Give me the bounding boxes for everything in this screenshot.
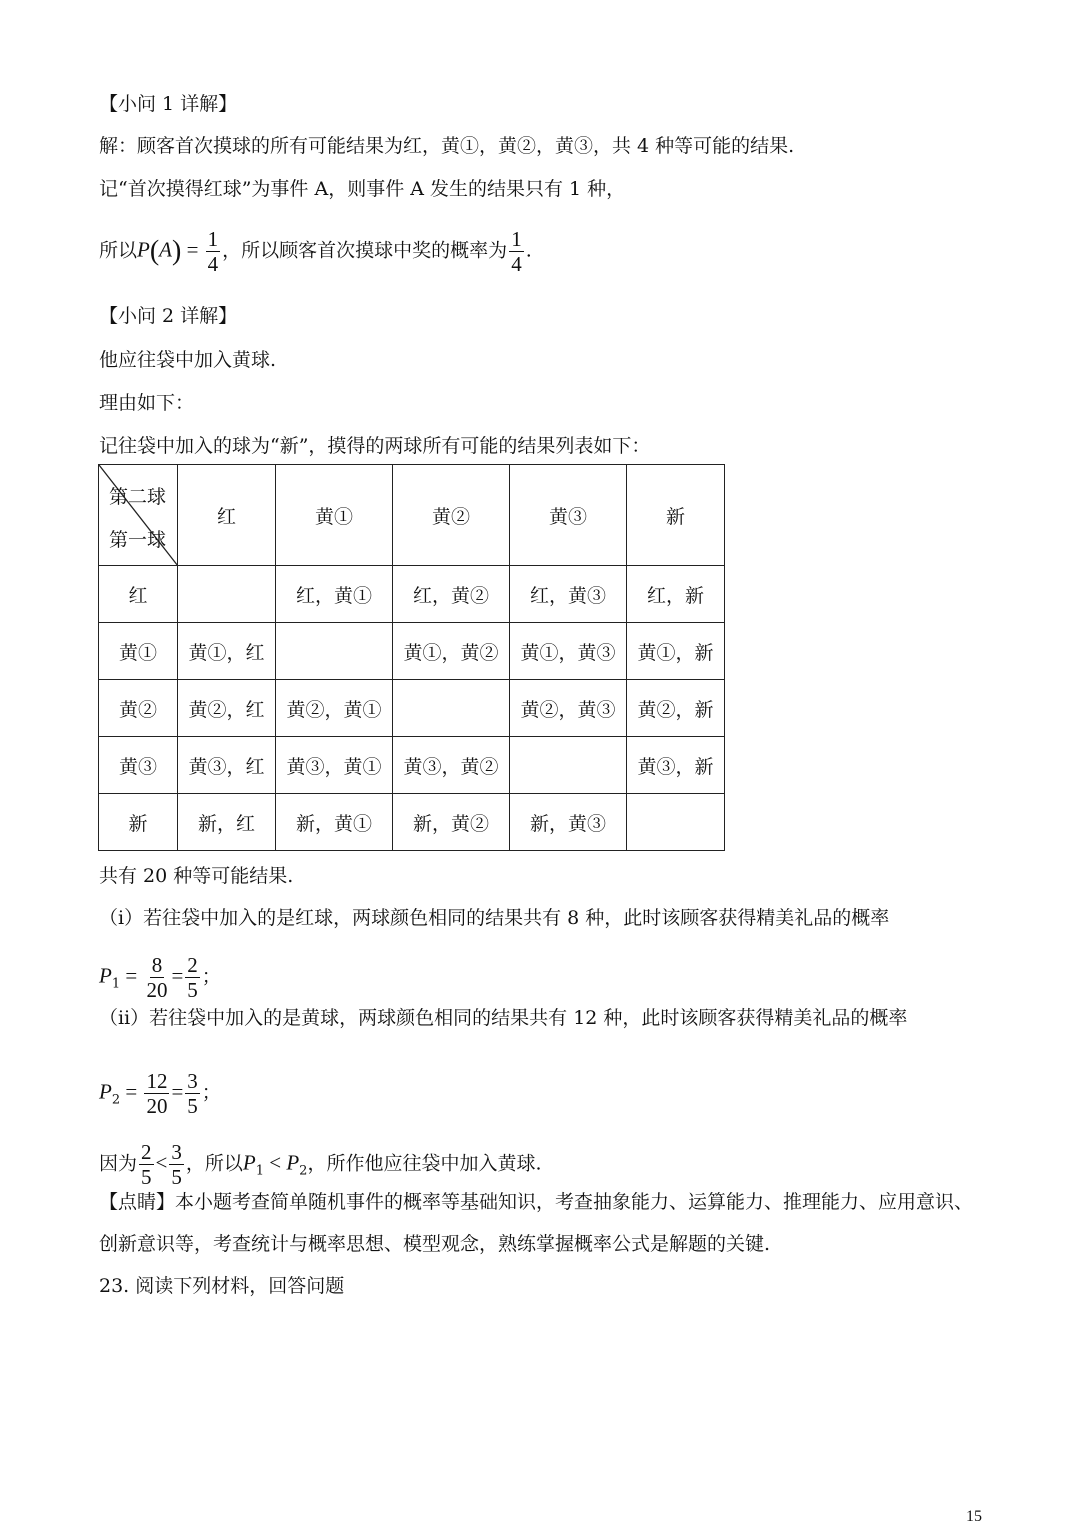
table-header-row bbox=[99, 465, 725, 566]
total-outcomes: 共有 20 种等可能结果. bbox=[99, 865, 294, 887]
case-yellow: （ⅱ）若往袋中加入的是黄球，两球颜色相同的结果共有 12 种，此时该顾客获得精美礼品的概率 bbox=[99, 1007, 908, 1029]
table-row bbox=[99, 794, 725, 851]
header-cell: 黄① bbox=[276, 465, 393, 566]
table-cell: 黄②，新 bbox=[627, 680, 725, 737]
table-cell: 黄①，黄② bbox=[393, 623, 510, 680]
table-corner-cell bbox=[99, 465, 178, 566]
row-label: 黄③ bbox=[99, 737, 178, 794]
conclusion: 因为 $\frac{2}{5}$ < $\frac{3}{5}$ ，所以$P_1 < P_2$，所作他应往袋中加入黄球. bbox=[99, 1140, 542, 1189]
part1-line2: 记“首次摸得红球”为事件 A，则事件 A 发生的结果只有 1 种， bbox=[99, 178, 626, 200]
outcome-table bbox=[98, 464, 725, 851]
table-row bbox=[99, 737, 725, 794]
table-cell bbox=[178, 566, 276, 623]
table-cell: 新，黄① bbox=[276, 794, 393, 851]
comment-line1: 【点睛】本小题考查简单随机事件的概率等基础知识，考查抽象能力、运算能力、推理能力、应用意识、 bbox=[99, 1191, 974, 1213]
part2-line2: 理由如下： bbox=[99, 392, 195, 414]
table-cell: 黄③，黄② bbox=[393, 737, 510, 794]
table-cell: 黄①，新 bbox=[627, 623, 725, 680]
table-cell: 黄③，红 bbox=[178, 737, 276, 794]
table-row bbox=[99, 623, 725, 680]
fraction: $\frac{8}{20}$ bbox=[146, 953, 168, 1002]
table-cell: 新，红 bbox=[178, 794, 276, 851]
row-label: 红 bbox=[99, 566, 178, 623]
table-cell bbox=[627, 794, 725, 851]
table-cell: 黄①，红 bbox=[178, 623, 276, 680]
part2-heading: 【小问 2 详解】 bbox=[99, 305, 238, 327]
table-cell bbox=[510, 737, 627, 794]
part2-line3: 记往袋中加入的球为“新”，摸得的两球所有可能的结果列表如下： bbox=[99, 435, 651, 457]
page-number: 15 bbox=[966, 1508, 982, 1525]
table-row bbox=[99, 680, 725, 737]
header-cell: 红 bbox=[178, 465, 276, 566]
table-cell bbox=[276, 623, 393, 680]
next-question: 23. 阅读下列材料，回答问题 bbox=[99, 1275, 345, 1297]
table-cell: 新，黄③ bbox=[510, 794, 627, 851]
row-label: 新 bbox=[99, 794, 178, 851]
table-cell: 新，黄② bbox=[393, 794, 510, 851]
part1-heading: 【小问 1 详解】 bbox=[99, 93, 238, 115]
fraction-one-quarter-2: $\frac{1}{4}$ bbox=[511, 227, 522, 276]
fraction: $\frac{2}{5}$ bbox=[187, 953, 198, 1002]
table-cell: 红，黄② bbox=[393, 566, 510, 623]
table-cell: 黄②，黄① bbox=[276, 680, 393, 737]
table-row bbox=[99, 566, 725, 623]
part1-line1: 解：顾客首次摸球的所有可能结果为红，黄①，黄②，黄③，共 4 种等可能的结果. bbox=[99, 135, 795, 157]
comment-line2: 创新意识等，考查统计与概率思想、模型观念，熟练掌握概率公式是解题的关键. bbox=[99, 1233, 771, 1255]
part1-line3: 所以P(A) = $\frac{1}{4}$ ，所以顾客首次摸球中奖的概率为 $\frac{1}{4}$ . bbox=[99, 227, 532, 276]
table-cell bbox=[393, 680, 510, 737]
table-cell: 红，黄① bbox=[276, 566, 393, 623]
fraction-one-quarter: $\frac{1}{4}$ bbox=[207, 227, 219, 276]
table-cell: 黄③，新 bbox=[627, 737, 725, 794]
fraction: $\frac{3}{5}$ bbox=[187, 1069, 198, 1118]
corner-second-ball: 第二球 bbox=[109, 486, 167, 508]
p1-formula: $P_1$ = $\frac{8}{20}$ = $\frac{2}{5}$ ； bbox=[99, 953, 221, 1002]
table-cell: 黄②，红 bbox=[178, 680, 276, 737]
case-red: （ⅰ）若往袋中加入的是红球，两球颜色相同的结果共有 8 种，此时该顾客获得精美礼品的概率 bbox=[99, 907, 890, 929]
table-cell: 黄①，黄③ bbox=[510, 623, 627, 680]
row-label: 黄① bbox=[99, 623, 178, 680]
fraction: $\frac{3}{5}$ bbox=[171, 1140, 182, 1189]
table-cell: 黄③，黄① bbox=[276, 737, 393, 794]
table-cell: 红，新 bbox=[627, 566, 725, 623]
corner-first-ball: 第一球 bbox=[109, 529, 167, 551]
table-cell: 黄②，黄③ bbox=[510, 680, 627, 737]
fraction: $\frac{2}{5}$ bbox=[141, 1140, 152, 1189]
table-cell: 红，黄③ bbox=[510, 566, 627, 623]
p2-formula: $P_2$ = $\frac{12}{20}$ = $\frac{3}{5}$ ； bbox=[99, 1069, 221, 1118]
part2-line1: 他应往袋中加入黄球. bbox=[99, 349, 277, 371]
header-cell: 新 bbox=[627, 465, 725, 566]
header-cell: 黄③ bbox=[510, 465, 627, 566]
header-cell: 黄② bbox=[393, 465, 510, 566]
row-label: 黄② bbox=[99, 680, 178, 737]
fraction: $\frac{12}{20}$ bbox=[146, 1069, 168, 1118]
